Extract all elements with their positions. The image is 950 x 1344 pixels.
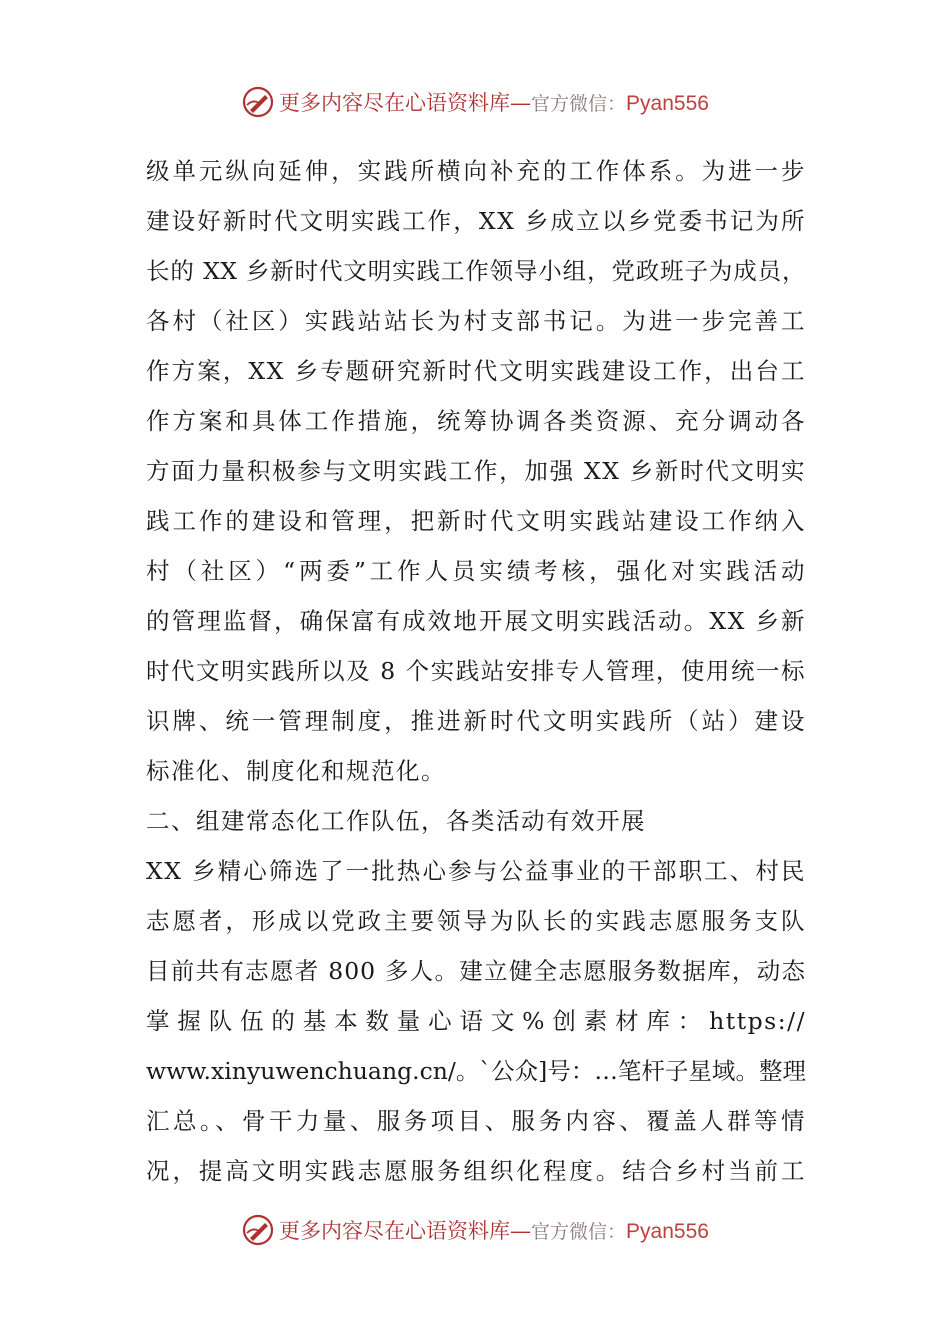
text-line: 的管理监督，确保富有成效地开展文明实践活动。XX 乡新: [146, 607, 806, 635]
pen-logo-icon: [241, 1213, 275, 1247]
text-line: 汇总。、骨干力量、服务项目、服务内容、覆盖人群等情: [146, 1107, 806, 1135]
text-line: 志愿者，形成以党政主要领导为队长的实践志愿服务支队: [146, 907, 806, 935]
text-line: 级单元纵向延伸，实践所横向补充的工作体系。为进一步: [146, 157, 806, 185]
banner-text: [279, 87, 709, 117]
banner-slogan: 更多内容尽在心语资料库—: [279, 91, 532, 115]
text-line: 时代文明实践所以及 8 个实践站安排专人管理，使用统一标: [146, 657, 806, 685]
banner-wechat-id: Pyan556: [626, 92, 709, 115]
banner-wechat-id: Pyan556: [626, 1220, 709, 1243]
text-line: 目前共有志愿者 800 多人。建立健全志愿服务数据库，动态: [146, 957, 806, 985]
text-line: XX 乡精心筛选了一批热心参与公益事业的干部职工、村民: [146, 857, 806, 885]
banner-slogan: 更多内容尽在心语资料库—: [279, 1219, 532, 1243]
text-line: www.xinyuwenchuang.cn/。`公众]号：…笔杆子星域。整理: [146, 1057, 806, 1085]
text-line: 建设好新时代文明实践工作，XX 乡成立以乡党委书记为所: [146, 207, 806, 235]
section-heading: 二、组建常态化工作队伍，各类活动有效开展: [146, 807, 646, 835]
pen-logo-icon: [241, 85, 275, 119]
text-line: 掌握队伍的基本数量心语文%创素材库：https://: [146, 1007, 806, 1035]
text-line: 村（社区）“两委”工作人员实绩考核，强化对实践活动: [146, 557, 806, 585]
text-line: 作方案，XX 乡专题研究新时代文明实践建设工作，出台工: [146, 357, 806, 385]
text-line: 作方案和具体工作措施，统筹协调各类资源、充分调动各: [146, 407, 806, 435]
header-watermark-banner: [0, 82, 950, 122]
banner-wechat-label: 官方微信：: [531, 1221, 627, 1243]
footer-watermark-banner: [0, 1210, 950, 1250]
text-line: 长的 XX 乡新时代文明实践工作领导小组，党政班子为成员，: [146, 257, 806, 285]
text-line: 况，提高文明实践志愿服务组织化程度。结合乡村当前工: [146, 1157, 806, 1185]
document-body: [146, 146, 806, 1196]
banner-wechat-label: 官方微信：: [531, 93, 627, 115]
text-line: 标准化、制度化和规范化。: [146, 757, 446, 785]
text-line: 方面力量积极参与文明实践工作，加强 XX 乡新时代文明实: [146, 457, 806, 485]
text-line: 各村（社区）实践站站长为村支部书记。为进一步完善工: [146, 307, 806, 335]
banner-text: [279, 1215, 709, 1245]
text-line: 识牌、统一管理制度，推进新时代文明实践所（站）建设: [146, 707, 806, 735]
text-line: 践工作的建设和管理，把新时代文明实践站建设工作纳入: [146, 507, 806, 535]
